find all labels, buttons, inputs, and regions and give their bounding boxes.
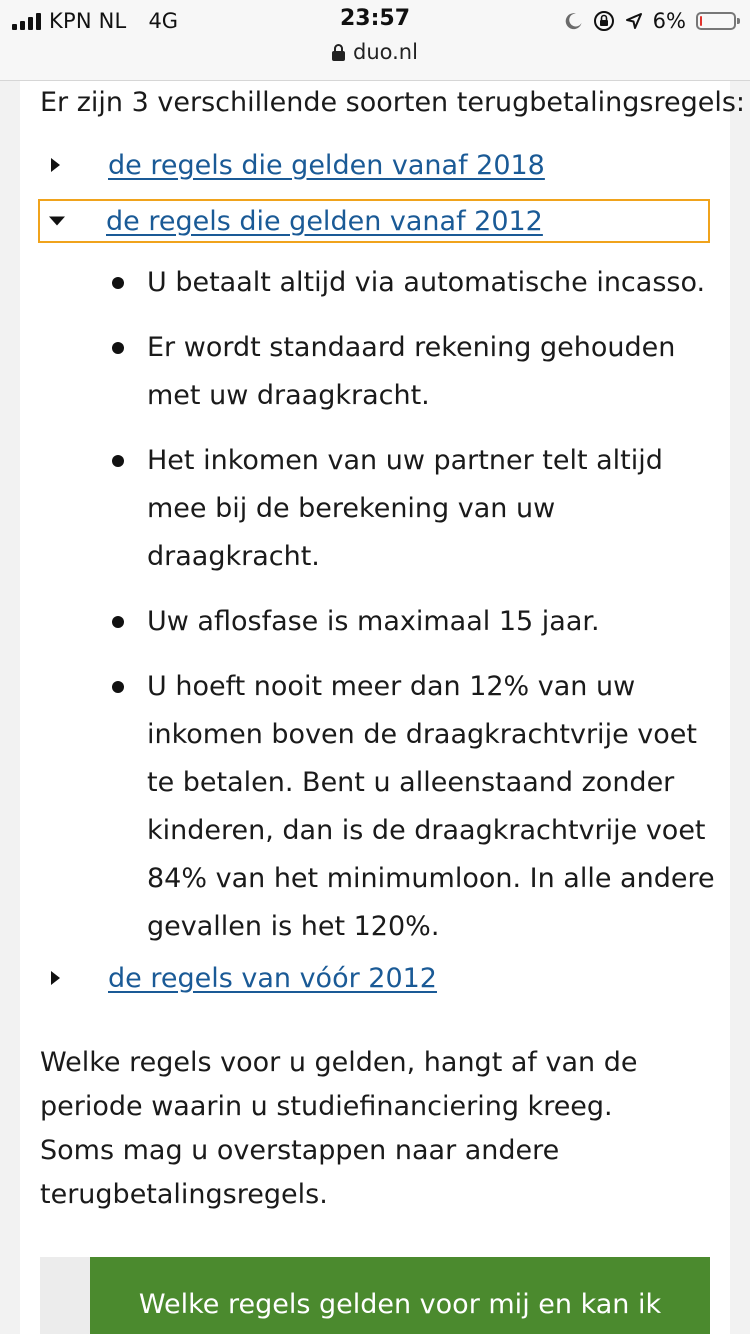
toggle-rules-2012[interactable] [38,199,710,243]
rules-2012-list [40,259,720,968]
link-rules-2012[interactable]: de regels die gelden vanaf 2012 [106,205,543,237]
network-type: 4G [148,9,179,33]
bullet-icon [112,681,124,693]
triangle-down-icon [49,217,65,226]
cta-button[interactable]: Welke regels gelden voor mij en kan ik [90,1257,710,1334]
status-right [565,6,736,36]
explanation-paragraph: Welke regels voor u gelden, hangt af van de periode waarin u studiefinanciering kreeg. Soms mag u overstappen naar andere terugbetalingsregels. [40,1047,638,1210]
bullet-icon [112,277,124,289]
link-rules-pre-2012[interactable]: de regels van vóór 2012 [108,962,437,994]
link-rules-2018[interactable]: de regels die gelden vanaf 2018 [108,149,545,181]
battery-icon [696,12,736,30]
triangle-right-icon [51,158,60,172]
list-item: Er wordt standaard rekening gehouden met uw draagkracht. [40,324,720,420]
lock-icon [332,44,345,61]
address-bar[interactable] [0,40,750,64]
list-item: Uw aflosfase is maximaal 15 jaar. [40,598,720,646]
page-content [20,81,746,1334]
url-text: duo.nl [353,40,418,64]
carrier-name: KPN NL [49,9,127,33]
orientation-lock-icon [593,10,615,32]
moon-icon [565,12,583,30]
status-time: 23:57 [339,6,411,31]
list-item: U hoeft nooit meer dan 12% van uw inkomen boven de draagkrachtvrije voet te betalen. Bent u alleenstaand zonder kinderen, dan is de draagkrachtvrije voet 84% van het minimumloon. In alle andere gevallen is het 120%. [40,663,720,951]
bullet-icon [112,342,124,354]
battery-percent: 6% [652,9,686,33]
bullet-icon [112,616,124,628]
status-bar [0,0,750,81]
cta-container [40,1257,710,1334]
list-item: U betaalt altijd via automatische incasso. [40,259,720,307]
battery-level [700,16,702,26]
triangle-right-icon [51,971,60,985]
intro-text: Er zijn 3 verschillende soorten terugbetalingsregels: [40,87,746,118]
list-item: Het inkomen van uw partner telt altijd mee bij de berekening van uw draagkracht. [40,437,720,581]
location-icon [625,12,643,30]
bullet-icon [112,455,124,467]
